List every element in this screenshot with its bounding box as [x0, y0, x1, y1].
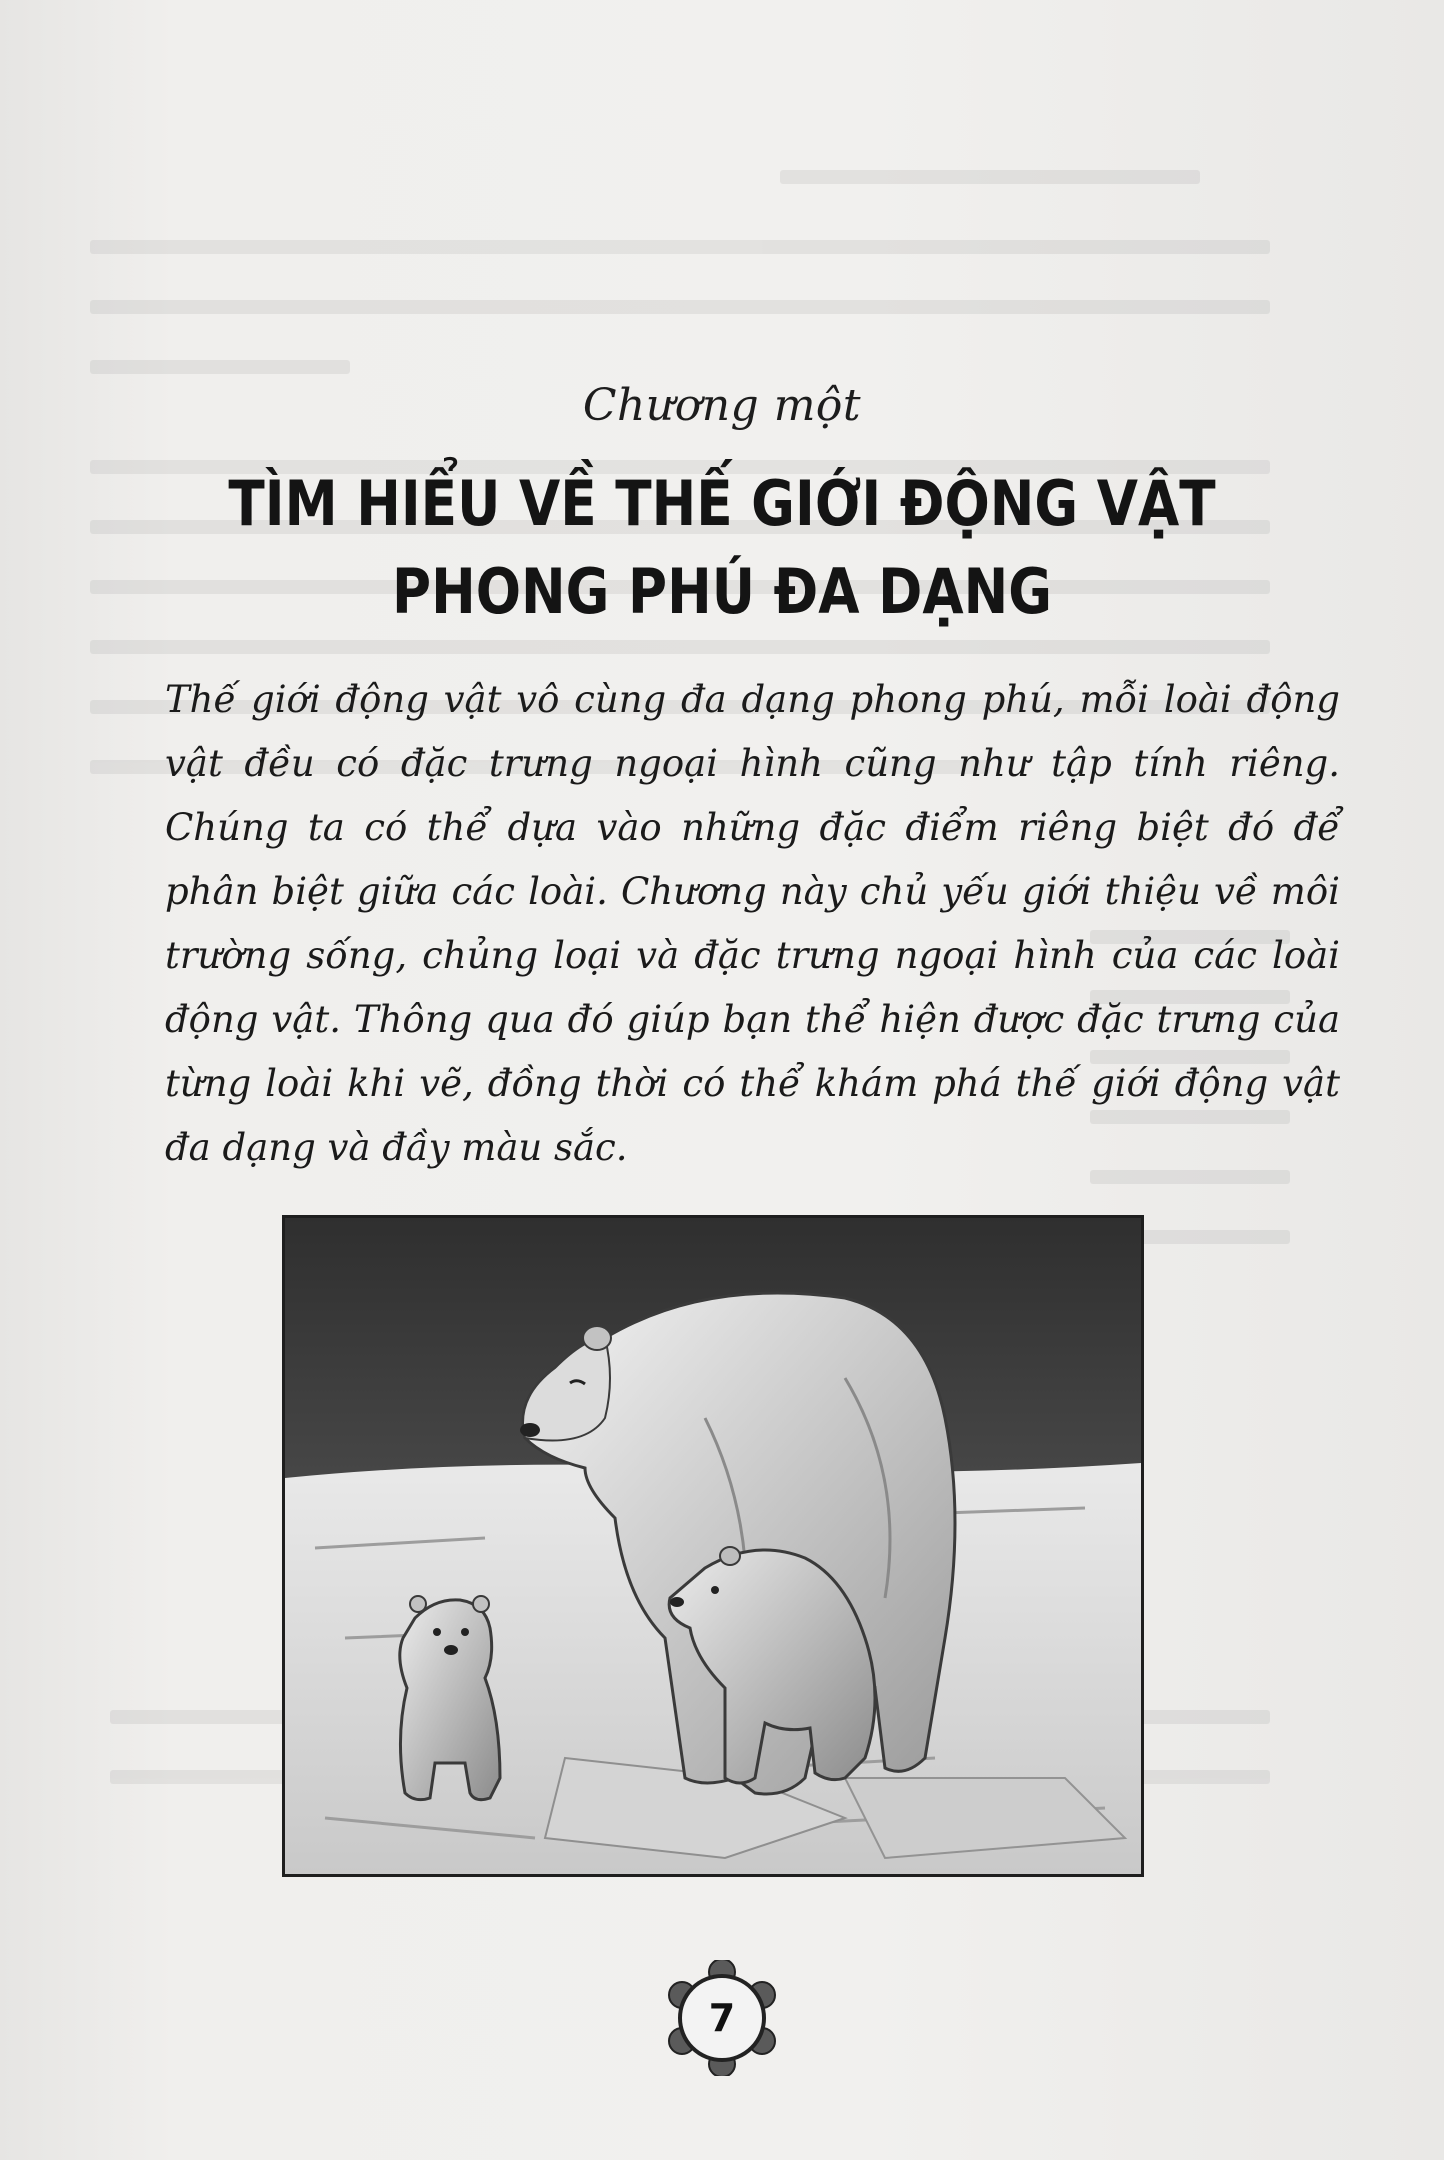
chapter-title-line-2: PHONG PHÚ ĐA DẠNG: [392, 555, 1052, 628]
chapter-title: [101, 460, 1343, 636]
polar-bear-drawing: [285, 1218, 1141, 1874]
page-number: 7: [708, 1996, 736, 2040]
chapter-label: Chương một: [582, 380, 862, 431]
intro-paragraph: Thế giới động vật vô cùng đa dạng phong phú, mỗi loài động vật đều có đặc trưng ngoại hình cũng như tập tính riêng. Chúng ta có thể dựa vào những đặc điểm riêng biệt đó để phân biệt giữa các loài. Chương này chủ yếu giới thiệu về môi trường sống, chủng loại và đặc trưng ngoại hình của các loài động vật. Thông qua đó giúp bạn thể hiện được đặc trưng của từng loài khi vẽ, đồng thời có thể khám phá thế giới động vật đa dạng và đầy màu sắc.: [165, 678, 1340, 1169]
polar-bear-illustration: [282, 1215, 1144, 1877]
page-number-badge: [664, 1960, 780, 2076]
chapter-title-line-1: TÌM HIỂU VỀ THẾ GIỚI ĐỘNG VẬT: [228, 467, 1216, 540]
